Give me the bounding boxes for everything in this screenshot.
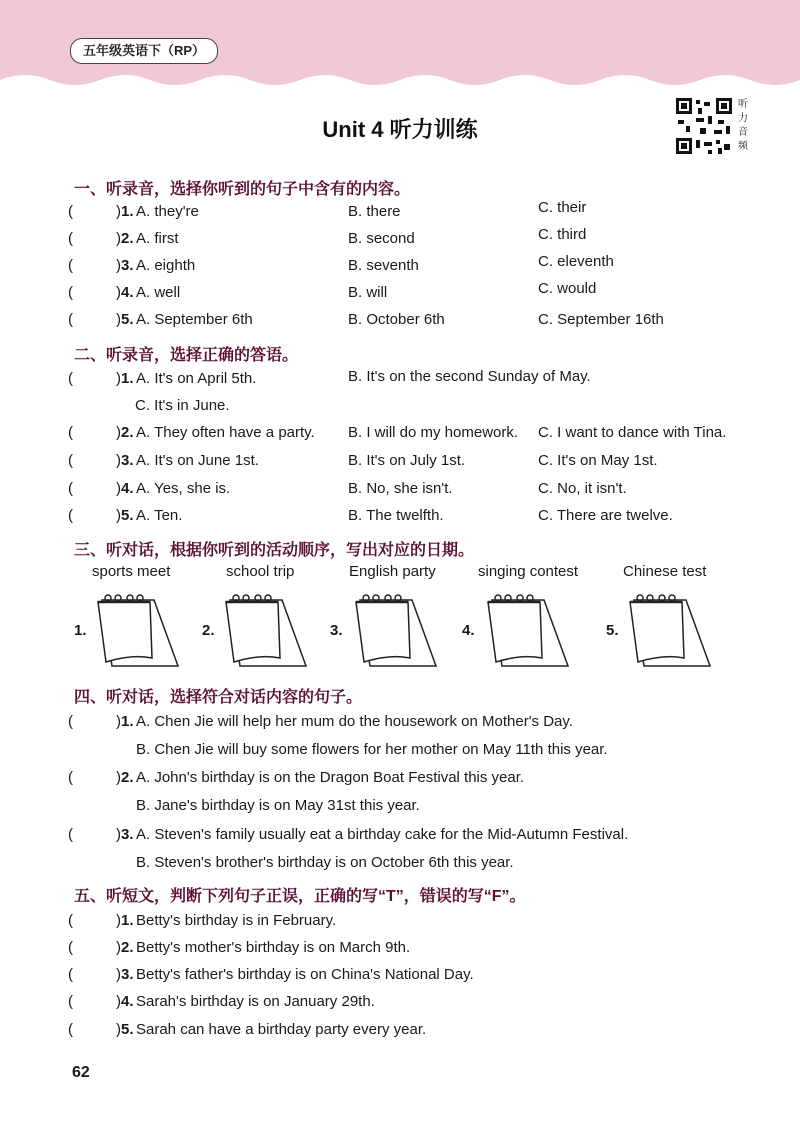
option-c: C. their bbox=[538, 199, 587, 216]
answer-paren-close: ) bbox=[116, 480, 121, 497]
question-number: 2. bbox=[121, 769, 134, 786]
calendar-number-5: 5. bbox=[606, 622, 619, 639]
activity-label-3: English party bbox=[349, 563, 436, 580]
option-a: A. they're bbox=[136, 203, 199, 220]
question-number: 2. bbox=[121, 230, 134, 247]
answer-paren-open: ( bbox=[68, 769, 73, 786]
answer-paren-close: ) bbox=[116, 993, 121, 1010]
answer-paren-close: ) bbox=[116, 939, 121, 956]
option-c: C. I want to dance with Tina. bbox=[538, 424, 727, 441]
option-a: A. They often have a party. bbox=[136, 424, 315, 441]
answer-paren-close: ) bbox=[116, 826, 121, 843]
answer-paren-open: ( bbox=[68, 826, 73, 843]
s4-question-2-option-b: B. Jane's birthday is on May 31st this year. bbox=[136, 797, 420, 814]
question-number: 4. bbox=[121, 993, 134, 1010]
calendar-number-2: 2. bbox=[202, 622, 215, 639]
answer-paren-close: ) bbox=[116, 370, 121, 387]
question-number: 5. bbox=[121, 311, 134, 328]
answer-paren-open: ( bbox=[68, 993, 73, 1010]
option-a: A. eighth bbox=[136, 257, 196, 274]
answer-paren-close: ) bbox=[116, 507, 121, 524]
answer-paren-open: ( bbox=[68, 452, 73, 469]
answer-paren-open: ( bbox=[68, 203, 73, 220]
option-b: B. It's on the second Sunday of May. bbox=[348, 368, 591, 385]
option-b: B. No, she isn't. bbox=[348, 480, 453, 497]
answer-paren-open: ( bbox=[68, 311, 73, 328]
statement: Betty's birthday is in February. bbox=[136, 912, 337, 929]
answer-paren-close: ) bbox=[116, 203, 121, 220]
activity-label-4: singing contest bbox=[478, 563, 579, 580]
option-c: C. third bbox=[538, 226, 587, 243]
question-number: 2. bbox=[121, 939, 134, 956]
question-number: 4. bbox=[121, 284, 134, 301]
answer-paren-open: ( bbox=[68, 257, 73, 274]
question-number: 1. bbox=[121, 203, 134, 220]
page-number: 62 bbox=[72, 1064, 90, 1081]
answer-paren-close: ) bbox=[116, 966, 121, 983]
option-a: A. Steven's family usually eat a birthday cake for the Mid-Autumn Festival. bbox=[136, 826, 629, 843]
question-number: 3. bbox=[121, 452, 134, 469]
option-a: A. John's birthday is on the Dragon Boat Festival this year. bbox=[136, 769, 525, 786]
answer-paren-open: ( bbox=[68, 939, 73, 956]
s2-question-1-option-c: C. It's in June. bbox=[135, 397, 230, 414]
qr-code-icon[interactable] bbox=[674, 96, 734, 156]
option-c: C. would bbox=[538, 280, 597, 297]
answer-paren-close: ) bbox=[116, 452, 121, 469]
answer-paren-open: ( bbox=[68, 284, 73, 301]
option-b: B. It's on July 1st. bbox=[348, 452, 466, 469]
option-a: A. It's on June 1st. bbox=[136, 452, 259, 469]
s4-question-3-option-b: B. Steven's brother's birthday is on October 6th this year. bbox=[136, 854, 514, 871]
question-number: 3. bbox=[121, 966, 134, 983]
option-b: B. second bbox=[348, 230, 415, 247]
series-label: 五年级英语下（RP） bbox=[70, 38, 218, 64]
calendar-icon[interactable] bbox=[482, 588, 572, 672]
page-title: Unit 4 听力训练 bbox=[322, 117, 478, 142]
answer-paren-open: ( bbox=[68, 480, 73, 497]
section-5-title: 五、听短文，判断下列句子正误，正确的写“T”，错误的写“F”。 bbox=[74, 888, 526, 905]
answer-paren-close: ) bbox=[116, 1021, 121, 1038]
option-b: B. there bbox=[348, 203, 401, 220]
activity-label-2: school trip bbox=[226, 563, 295, 580]
calendar-icon[interactable] bbox=[220, 588, 310, 672]
question-number: 1. bbox=[121, 912, 134, 929]
option-a: A. Ten. bbox=[136, 507, 183, 524]
statement: Betty's mother's birthday is on March 9th. bbox=[136, 939, 411, 956]
answer-paren-open: ( bbox=[68, 1021, 73, 1038]
calendar-icon[interactable] bbox=[92, 588, 182, 672]
calendar-icon[interactable] bbox=[624, 588, 714, 672]
answer-paren-open: ( bbox=[68, 424, 73, 441]
section-1-title: 一、听录音，选择你听到的句子中含有的内容。 bbox=[74, 181, 411, 198]
answer-paren-close: ) bbox=[116, 311, 121, 328]
question-number: 5. bbox=[121, 507, 134, 524]
option-a: A. Yes, she is. bbox=[136, 480, 231, 497]
answer-paren-close: ) bbox=[116, 230, 121, 247]
answer-paren-close: ) bbox=[116, 284, 121, 301]
answer-paren-open: ( bbox=[68, 966, 73, 983]
answer-paren-open: ( bbox=[68, 370, 73, 387]
section-4-title: 四、听对话，选择符合对话内容的句子。 bbox=[74, 689, 363, 706]
option-b: B. I will do my homework. bbox=[348, 424, 519, 441]
option-b: B. will bbox=[348, 284, 388, 301]
option-a: A. September 6th bbox=[136, 311, 253, 328]
answer-paren-close: ) bbox=[116, 257, 121, 274]
statement: Sarah's birthday is on January 29th. bbox=[136, 993, 375, 1010]
answer-paren-open: ( bbox=[68, 507, 73, 524]
option-a: A. well bbox=[136, 284, 181, 301]
option-b: B. The twelfth. bbox=[348, 507, 444, 524]
calendar-number-3: 3. bbox=[330, 622, 343, 639]
answer-paren-open: ( bbox=[68, 912, 73, 929]
question-number: 4. bbox=[121, 480, 134, 497]
calendar-number-4: 4. bbox=[462, 622, 475, 639]
option-a: A. It's on April 5th. bbox=[136, 370, 257, 387]
activity-label-1: sports meet bbox=[92, 563, 171, 580]
section-3-title: 三、听对话，根据你听到的活动顺序，写出对应的日期。 bbox=[74, 542, 475, 559]
calendar-icon[interactable] bbox=[350, 588, 440, 672]
option-b: B. seventh bbox=[348, 257, 419, 274]
answer-paren-close: ) bbox=[116, 713, 121, 730]
section-2-title: 二、听录音，选择正确的答语。 bbox=[74, 347, 299, 364]
option-c: C. eleventh bbox=[538, 253, 614, 270]
answer-paren-close: ) bbox=[116, 769, 121, 786]
option-c: C. No, it isn't. bbox=[538, 480, 627, 497]
statement: Betty's father's birthday is on China's National Day. bbox=[136, 966, 474, 983]
option-c: C. It's on May 1st. bbox=[538, 452, 658, 469]
statement: Sarah can have a birthday party every year. bbox=[136, 1021, 427, 1038]
s4-question-1-option-b: B. Chen Jie will buy some flowers for her mother on May 11th this year. bbox=[136, 741, 608, 758]
option-c: C. September 16th bbox=[538, 311, 664, 328]
answer-paren-close: ) bbox=[116, 912, 121, 929]
question-number: 3. bbox=[121, 257, 134, 274]
calendar-number-1: 1. bbox=[74, 622, 87, 639]
option-c: C. There are twelve. bbox=[538, 507, 673, 524]
activity-label-5: Chinese test bbox=[623, 563, 707, 580]
option-a: A. Chen Jie will help her mum do the housework on Mother's Day. bbox=[136, 713, 573, 730]
answer-paren-close: ) bbox=[116, 424, 121, 441]
answer-paren-open: ( bbox=[68, 713, 73, 730]
question-number: 5. bbox=[121, 1021, 134, 1038]
answer-paren-open: ( bbox=[68, 230, 73, 247]
question-number: 1. bbox=[121, 370, 134, 387]
question-number: 2. bbox=[121, 424, 134, 441]
question-number: 1. bbox=[121, 713, 134, 730]
option-b: B. October 6th bbox=[348, 311, 445, 328]
option-a: A. first bbox=[136, 230, 179, 247]
question-number: 3. bbox=[121, 826, 134, 843]
qr-caption: 听力音频 bbox=[738, 99, 748, 152]
